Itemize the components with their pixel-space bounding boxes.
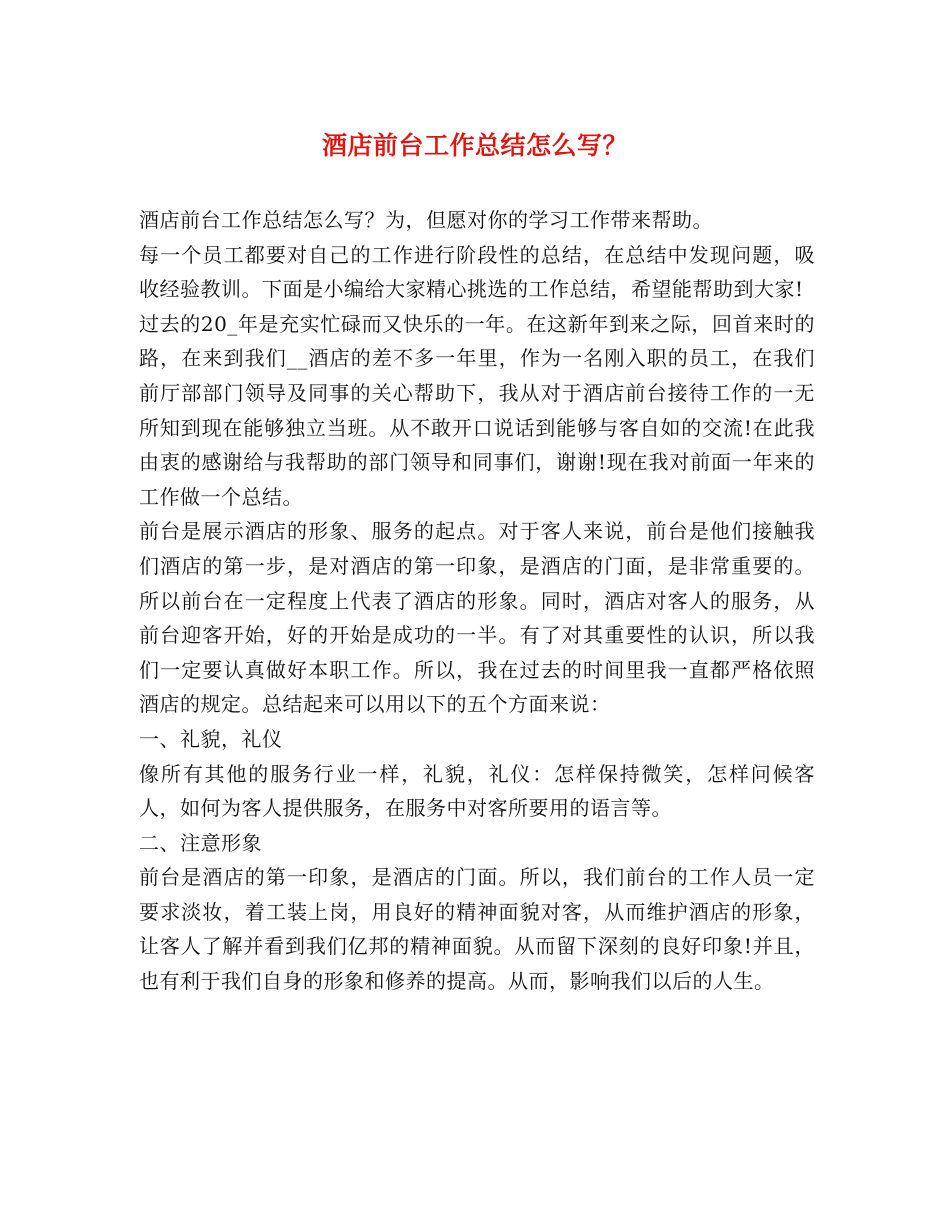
paragraph-purpose: 每一个员工都要对自己的工作进行阶段性的总结，在总结中发现问题，吸收经验教训。下面是小编给大家精心挑选的工作总结，希望能帮助到大家! [139, 242, 815, 302]
paragraph-image: 前台是酒店的第一印象，是酒店的门面。所以，我们前台的工作人员一定要求淡妆，着工装上岗，用良好的精神面貌对客，从而维护酒店的形象，让客人了解并看到我们亿邦的精神面貌。从而留下深刻的良好印象!并且，也有利于我们自身的形象和修养的提高。从而，影响我们以后的人生。 [139, 865, 815, 994]
paragraph-front-desk-role: 前台是展示酒店的形象、服务的起点。对于客人来说，前台是他们接触我们酒店的第一步，是对酒店的第一印象，是酒店的门面，是非常重要的。所以前台在一定程度上代表了酒店的形象。同时，酒店对客人的服务，从前台迎客开始，好的开始是成功的一半。有了对其重要性的认识，所以我们一定要认真做好本职工作。所以，我在过去的时间里我一直都严格依照酒店的规定。总结起来可以用以下的五个方面来说： [139, 519, 815, 717]
section-heading-image: 二、注意形象 [139, 830, 262, 855]
paragraph-intro: 酒店前台工作总结怎么写？为，但愿对你的学习工作带来帮助。 [139, 208, 713, 232]
document-body [139, 203, 815, 999]
paragraph-etiquette: 像所有其他的服务行业一样，礼貌，礼仪：怎样保持微笑，怎样问候客人，如何为客人提供服务，在服务中对客所要用的语言等。 [139, 761, 815, 821]
section-heading-etiquette: 一、礼貌，礼仪 [139, 726, 283, 751]
paragraph-review: 过去的20_年是充实忙碌而又快乐的一年。在这新年到来之际，回首来时的路，在来到我们__酒店的差不多一年里，作为一名刚入职的员工，在我们前厅部部门领导及同事的关心帮助下，我从对于酒店前台接待工作的一无所知到现在能够独立当班。从不敢开口说话到能够与客自如的交流!在此我由衷的感谢给与我帮助的部门领导和同事们，谢谢!现在我对前面一年来的工作做一个总结。 [139, 311, 815, 509]
document-title: 酒店前台工作总结怎么写？ [321, 131, 628, 160]
